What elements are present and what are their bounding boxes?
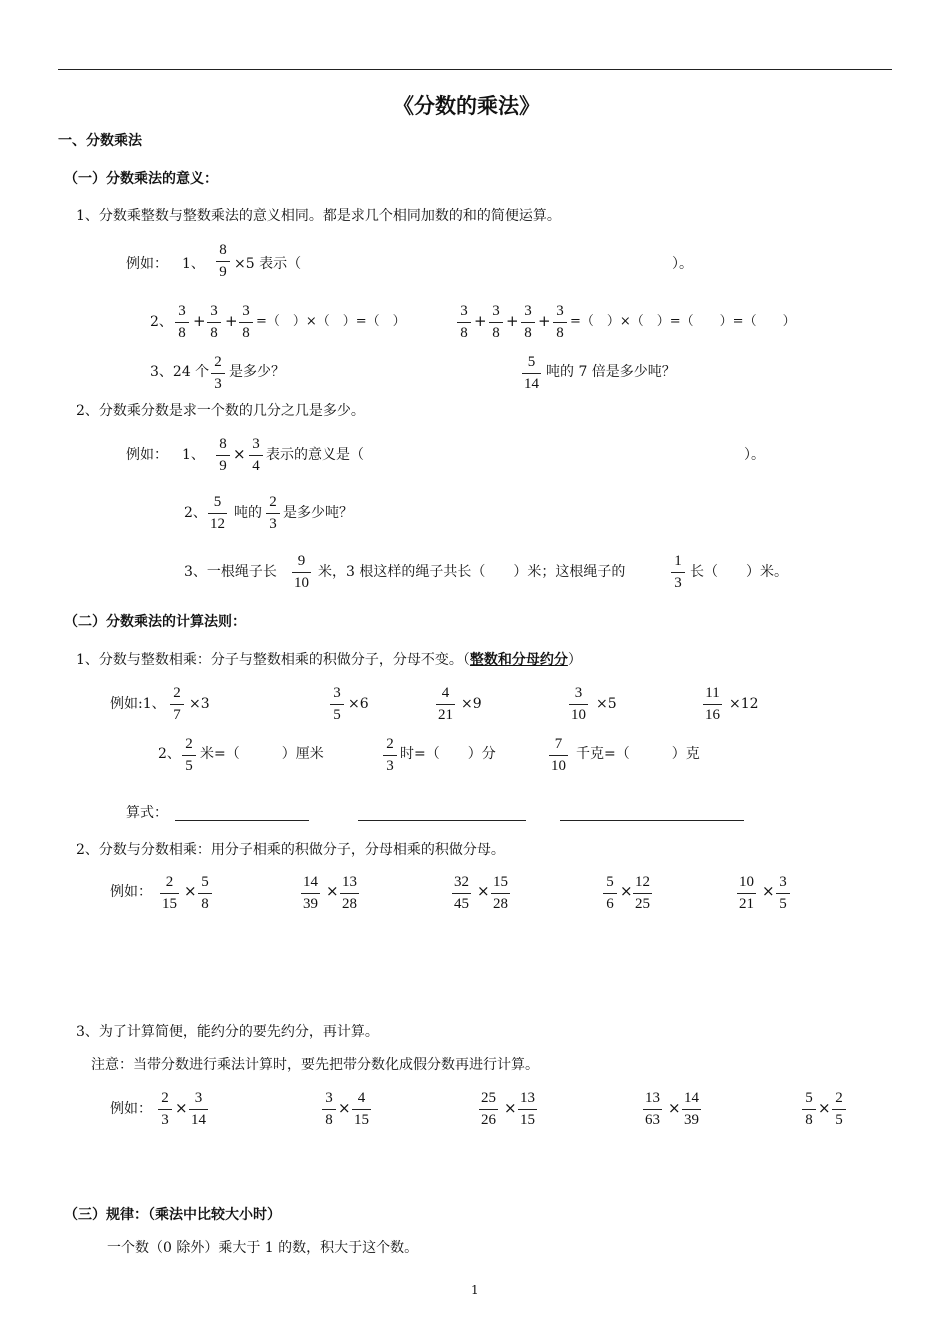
numerator: 12 bbox=[635, 874, 650, 890]
numerator: 5 bbox=[201, 874, 209, 890]
example-text: 吨的 bbox=[234, 505, 262, 521]
denominator: 25 bbox=[633, 893, 652, 912]
numerator: 3 bbox=[524, 303, 532, 319]
fraction bbox=[175, 304, 189, 341]
conversion-text: 时=（ ）分 bbox=[400, 746, 496, 762]
numerator: 2 bbox=[214, 354, 222, 370]
item-number: 1、 bbox=[182, 256, 205, 272]
formula-label: 算式： bbox=[126, 805, 168, 821]
denominator: 14 bbox=[522, 373, 541, 392]
example-label: 例如： bbox=[126, 256, 168, 272]
plus-sign: + bbox=[538, 312, 551, 330]
fraction bbox=[198, 875, 212, 912]
numerator: 4 bbox=[357, 1090, 366, 1106]
numerator: 3 bbox=[556, 303, 564, 319]
fraction bbox=[292, 554, 311, 591]
denominator: 8 bbox=[489, 322, 503, 341]
denominator: 3 bbox=[158, 1109, 172, 1128]
fraction bbox=[479, 1091, 498, 1128]
item-number: 2、 bbox=[158, 746, 181, 762]
fraction bbox=[703, 686, 722, 723]
fraction bbox=[330, 686, 344, 723]
denominator: 10 bbox=[569, 704, 588, 723]
denominator: 39 bbox=[682, 1109, 701, 1128]
fraction bbox=[518, 1091, 537, 1128]
numerator: 8 bbox=[219, 436, 227, 452]
numerator: 2 bbox=[161, 1090, 169, 1106]
fraction bbox=[249, 437, 263, 474]
denominator: 8 bbox=[802, 1109, 816, 1128]
example-text: 3、一根绳子长 bbox=[184, 564, 277, 580]
answer-blanks: =（ ）×（ ）=（ ）=（ ） bbox=[570, 314, 796, 329]
numerator: 5 bbox=[213, 494, 222, 510]
answer-blanks: =（ ）×（ ）=（ ） bbox=[256, 314, 406, 329]
rule-text-3 bbox=[76, 653, 582, 667]
operand: ×9 bbox=[461, 696, 482, 712]
denominator: 8 bbox=[198, 893, 212, 912]
operand: ×6 bbox=[348, 696, 369, 712]
fraction bbox=[160, 875, 179, 912]
denominator: 8 bbox=[175, 322, 189, 341]
example-end: ）。 bbox=[744, 447, 765, 463]
times-sign: × bbox=[175, 1099, 188, 1117]
numerator: 3 bbox=[333, 685, 341, 701]
fraction bbox=[549, 737, 568, 774]
example-text: 是多少吨？ bbox=[283, 505, 353, 521]
fraction bbox=[216, 437, 230, 474]
times-sign: × bbox=[668, 1099, 681, 1117]
numerator: 3 bbox=[460, 303, 468, 319]
operand: ×3 bbox=[189, 696, 210, 712]
times-sign: × bbox=[233, 445, 246, 463]
fraction bbox=[207, 304, 221, 341]
example-text: 长（ ）米。 bbox=[690, 564, 788, 580]
numerator: 2 bbox=[835, 1090, 843, 1106]
numerator: 3 bbox=[242, 303, 250, 319]
fraction bbox=[452, 875, 471, 912]
numerator: 2 bbox=[386, 736, 394, 752]
times-sign: × bbox=[326, 882, 339, 900]
fraction bbox=[352, 1091, 371, 1128]
denominator: 8 bbox=[457, 322, 471, 341]
times-sign: × bbox=[620, 882, 633, 900]
denominator: 5 bbox=[832, 1109, 846, 1128]
plus-sign: + bbox=[193, 312, 206, 330]
denominator: 10 bbox=[292, 572, 311, 591]
fraction bbox=[340, 875, 359, 912]
denominator: 5 bbox=[182, 755, 196, 774]
times-sign: × bbox=[184, 882, 197, 900]
rule-text-3-a: 1、分数与整数相乘：分子与整数相乘的积做分子，分母不变。（ bbox=[76, 652, 470, 668]
subsection-heading-3: （三）规律：（乘法中比较大小时） bbox=[64, 1207, 281, 1223]
denominator: 6 bbox=[603, 893, 617, 912]
example-label: 例如： bbox=[110, 1101, 152, 1117]
denominator: 3 bbox=[211, 373, 225, 392]
fraction bbox=[211, 355, 225, 392]
numerator: 13 bbox=[342, 874, 357, 890]
fraction bbox=[491, 875, 510, 912]
example-text: 表示的意义是（ bbox=[266, 447, 364, 463]
rule-text-3-c: ） bbox=[567, 652, 582, 668]
denominator: 26 bbox=[479, 1109, 498, 1128]
denominator: 3 bbox=[266, 513, 280, 532]
numerator: 13 bbox=[645, 1090, 660, 1106]
times-sign: × bbox=[338, 1099, 351, 1117]
denominator: 7 bbox=[170, 704, 184, 723]
denominator: 14 bbox=[189, 1109, 208, 1128]
fraction bbox=[216, 243, 230, 280]
rule-text-3-highlight: 整数和分母约分 bbox=[469, 652, 568, 668]
denominator: 28 bbox=[340, 893, 359, 912]
item-number: 1、 bbox=[182, 447, 205, 463]
numerator: 5 bbox=[606, 874, 614, 890]
times-sign: × bbox=[762, 882, 775, 900]
fraction bbox=[158, 1091, 172, 1128]
page-title: 《分数的乘法》 bbox=[393, 94, 540, 118]
fraction bbox=[643, 1091, 662, 1128]
subsection-heading-1: （一）分数乘法的意义： bbox=[64, 171, 218, 187]
numerator: 2 bbox=[165, 874, 174, 890]
fraction bbox=[189, 1091, 208, 1128]
numerator: 7 bbox=[554, 736, 563, 752]
item-number: 2、 bbox=[150, 314, 173, 330]
denominator: 10 bbox=[549, 755, 568, 774]
item-number: 2、 bbox=[184, 505, 207, 521]
rule-text-1: 1、分数乘整数与整数乘法的意义相同。都是求几个相同加数的和的简便运算。 bbox=[76, 208, 561, 224]
numerator: 15 bbox=[493, 874, 508, 890]
fraction bbox=[832, 1091, 846, 1128]
numerator: 14 bbox=[684, 1090, 699, 1106]
answer-line bbox=[560, 820, 744, 821]
example-label: 例如:1、 bbox=[110, 696, 166, 712]
numerator: 3 bbox=[574, 685, 583, 701]
section-heading-1: 一、分数乘法 bbox=[58, 133, 142, 149]
denominator: 63 bbox=[643, 1109, 662, 1128]
page-number: 1 bbox=[471, 1283, 479, 1297]
fraction bbox=[301, 875, 320, 912]
numerator: 3 bbox=[178, 303, 186, 319]
top-rule bbox=[58, 69, 892, 70]
rule-text-6: 一个数（0 除外）乘大于 1 的数，积大于这个数。 bbox=[107, 1240, 419, 1256]
denominator: 8 bbox=[521, 322, 535, 341]
numerator: 8 bbox=[219, 242, 227, 258]
example-text: ×5 表示（ bbox=[234, 256, 302, 272]
fraction bbox=[266, 495, 280, 532]
example-text: 是多少？ bbox=[229, 364, 285, 380]
fraction bbox=[603, 875, 617, 912]
denominator: 8 bbox=[207, 322, 221, 341]
denominator: 8 bbox=[322, 1109, 336, 1128]
denominator: 3 bbox=[383, 755, 397, 774]
operand: ×5 bbox=[596, 696, 617, 712]
denominator: 5 bbox=[776, 893, 790, 912]
fraction bbox=[239, 304, 253, 341]
numerator: 11 bbox=[705, 685, 720, 701]
fraction bbox=[682, 1091, 701, 1128]
denominator: 4 bbox=[249, 455, 263, 474]
fraction bbox=[569, 686, 588, 723]
subsection-heading-2: （二）分数乘法的计算法则： bbox=[64, 614, 246, 630]
denominator: 3 bbox=[671, 572, 685, 591]
numerator: 3 bbox=[194, 1090, 203, 1106]
example-text: 3、24 个 bbox=[150, 364, 210, 380]
numerator: 10 bbox=[739, 874, 754, 890]
denominator: 15 bbox=[518, 1109, 537, 1128]
operand: ×12 bbox=[729, 696, 759, 712]
fraction bbox=[182, 737, 196, 774]
numerator: 13 bbox=[520, 1090, 535, 1106]
example-label: 例如： bbox=[110, 884, 152, 900]
example-text: 吨的 7 倍是多少吨？ bbox=[546, 364, 676, 380]
fraction bbox=[383, 737, 397, 774]
denominator: 45 bbox=[452, 893, 471, 912]
numerator: 3 bbox=[210, 303, 218, 319]
conversion-text: 千克=（ ）克 bbox=[576, 746, 700, 762]
fraction bbox=[436, 686, 455, 723]
answer-line bbox=[358, 820, 526, 821]
rule-text-5: 3、为了计算简便，能约分的要先约分，再计算。 bbox=[76, 1024, 379, 1040]
fraction bbox=[802, 1091, 816, 1128]
fraction bbox=[489, 304, 503, 341]
fraction bbox=[322, 1091, 336, 1128]
times-sign: × bbox=[818, 1099, 831, 1117]
denominator: 5 bbox=[330, 704, 344, 723]
fraction bbox=[457, 304, 471, 341]
numerator: 2 bbox=[269, 494, 277, 510]
fraction bbox=[737, 875, 756, 912]
numerator: 3 bbox=[492, 303, 500, 319]
denominator: 9 bbox=[216, 455, 230, 474]
plus-sign: + bbox=[506, 312, 519, 330]
numerator: 2 bbox=[173, 685, 181, 701]
denominator: 15 bbox=[160, 893, 179, 912]
numerator: 3 bbox=[252, 436, 260, 452]
denominator: 9 bbox=[216, 261, 230, 280]
note-text: 注意：当带分数进行乘法计算时，要先把带分数化成假分数再进行计算。 bbox=[91, 1057, 539, 1073]
answer-line bbox=[175, 820, 309, 821]
numerator: 3 bbox=[779, 874, 787, 890]
denominator: 16 bbox=[703, 704, 722, 723]
example-text: 米，3 根这样的绳子共长（ ）米；这根绳子的 bbox=[318, 564, 626, 580]
numerator: 5 bbox=[527, 354, 536, 370]
fraction bbox=[208, 495, 227, 532]
denominator: 21 bbox=[737, 893, 756, 912]
fraction bbox=[776, 875, 790, 912]
plus-sign: + bbox=[225, 312, 238, 330]
denominator: 12 bbox=[208, 513, 227, 532]
conversion-text: 米=（ ）厘米 bbox=[200, 746, 324, 762]
times-sign: × bbox=[477, 882, 490, 900]
fraction bbox=[521, 304, 535, 341]
denominator: 15 bbox=[352, 1109, 371, 1128]
numerator: 9 bbox=[297, 553, 306, 569]
numerator: 1 bbox=[674, 553, 682, 569]
numerator: 4 bbox=[441, 685, 450, 701]
denominator: 39 bbox=[301, 893, 320, 912]
plus-sign: + bbox=[474, 312, 487, 330]
fraction bbox=[671, 554, 685, 591]
example-label: 例如： bbox=[126, 447, 168, 463]
rule-text-4: 2、分数与分数相乘：用分子相乘的积做分子，分母相乘的积做分母。 bbox=[76, 842, 505, 858]
numerator: 2 bbox=[185, 736, 193, 752]
numerator: 3 bbox=[325, 1090, 333, 1106]
denominator: 28 bbox=[491, 893, 510, 912]
rule-text-2: 2、分数乘分数是求一个数的几分之几是多少。 bbox=[76, 403, 365, 419]
fraction bbox=[522, 355, 541, 392]
fraction bbox=[553, 304, 567, 341]
example-end: ）。 bbox=[672, 256, 693, 272]
times-sign: × bbox=[504, 1099, 517, 1117]
denominator: 8 bbox=[239, 322, 253, 341]
denominator: 21 bbox=[436, 704, 455, 723]
denominator: 8 bbox=[553, 322, 567, 341]
numerator: 14 bbox=[303, 874, 318, 890]
numerator: 32 bbox=[454, 874, 469, 890]
fraction bbox=[170, 686, 184, 723]
fraction bbox=[633, 875, 652, 912]
numerator: 5 bbox=[805, 1090, 813, 1106]
numerator: 25 bbox=[481, 1090, 496, 1106]
